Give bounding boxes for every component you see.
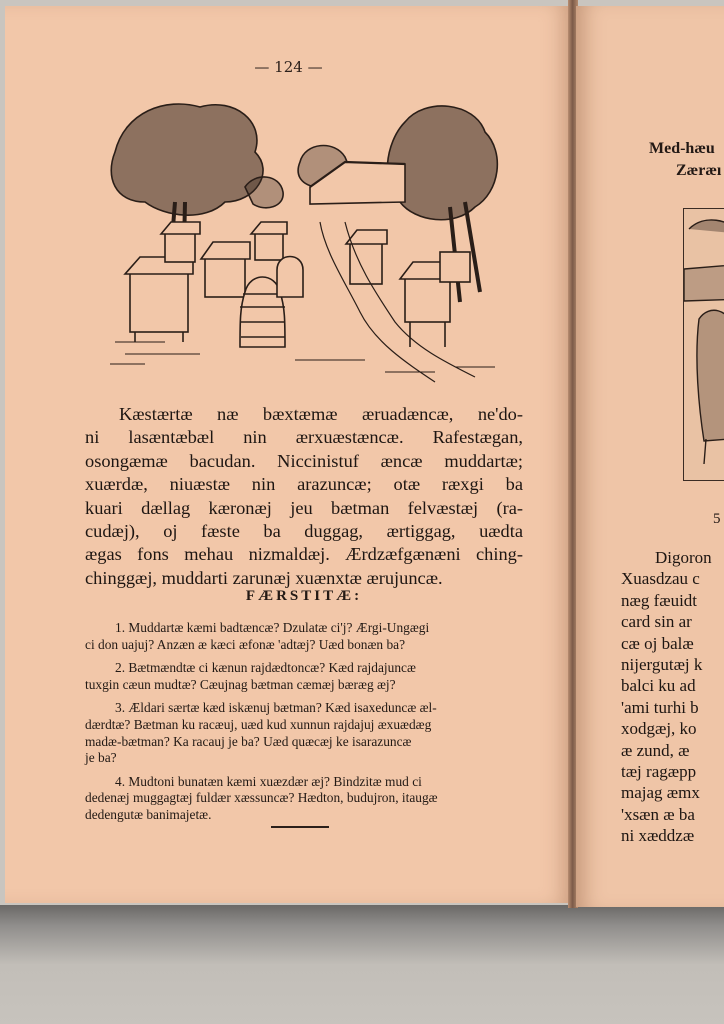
apiary-illustration bbox=[105, 92, 505, 392]
body-line: Kæstærtæ næ bæxtæmæ æruadæncæ, ne'do- bbox=[119, 404, 523, 424]
body-line: cæ oj balæ bbox=[621, 633, 694, 653]
body-line: Digoron bbox=[655, 548, 712, 567]
question-item bbox=[85, 660, 520, 693]
main-paragraph bbox=[85, 403, 523, 590]
body-line: æ zund, æ bbox=[621, 740, 690, 760]
body-line: Xuasdzau c bbox=[621, 569, 700, 589]
body-line: ni xæddzæ bbox=[621, 826, 695, 846]
question-line: 3. Ældari særtæ kæd iskænuj bætman? Kæd isaxeduncæ æl- bbox=[115, 700, 437, 716]
body-line: ni lasæntæbæl nin ærxuæstæncæ. Rafestægan, bbox=[85, 427, 523, 448]
question-line: 2. Bætmændtæ ci kænun rajdædtoncæ? Kæd rajdajuncæ bbox=[115, 660, 416, 676]
question-line: dærdtæ? Bætman ku racæuj, uæd kud xunnun rajdajuj æxuædæg bbox=[85, 716, 432, 732]
body-line: nijergutæj k bbox=[621, 655, 703, 675]
body-line: 'ami turhi b bbox=[621, 697, 699, 717]
question-line: 1. Muddartæ kæmi badtæncæ? Dzulatæ ci'j? Ærgi-Ungægi bbox=[115, 620, 430, 635]
question-item bbox=[85, 774, 520, 824]
body-line: cudæj), oj fæste ba duggag, ærtiggag, uædta bbox=[85, 521, 523, 542]
question-line: 4. Mudtoni bunatæn kæmi xuæzdær æj? Bindzitæ mud ci bbox=[115, 773, 422, 789]
questions-list bbox=[85, 620, 520, 831]
body-line: ægas fons mehau nizmaldæj. Ærdzæfgænæni ching- bbox=[85, 544, 523, 565]
right-illustration bbox=[683, 208, 724, 481]
section-number: 5 bbox=[713, 511, 721, 527]
body-line: 'xsæn æ ba bbox=[621, 804, 695, 824]
body-line: osongæmæ bacudan. Niccinistuf æncæ muddartæ; bbox=[85, 450, 523, 471]
question-item bbox=[85, 620, 520, 653]
left-page bbox=[5, 6, 572, 903]
body-line: majag æmx bbox=[621, 783, 700, 803]
right-title-line: Med-hæu bbox=[649, 140, 715, 157]
body-line: card sin ar bbox=[621, 612, 692, 632]
question-line: je ba? bbox=[85, 750, 117, 766]
question-line: tuxgin cæun mudtæ? Cæujnag bætman cæmæj bæræg æj? bbox=[85, 676, 396, 692]
body-line: chinggæj, muddarti zarunæj xuænxtæ ærujuncæ. bbox=[85, 567, 443, 588]
question-line: madæ-bætman? Ka racauj je ba? Uæd quæcæj ke isarazuncæ bbox=[85, 733, 412, 749]
question-item bbox=[85, 700, 520, 766]
body-line: tæj ragæpp bbox=[621, 762, 697, 782]
questions-heading: FÆRSTITÆ: bbox=[245, 588, 363, 604]
page-number: — 124 — bbox=[254, 58, 323, 76]
body-line: xuærdæ, niuæstæ nin arazuncæ; otæ ræxgi ba bbox=[85, 474, 523, 495]
right-paragraph bbox=[621, 547, 712, 847]
body-line: xodgæj, ko bbox=[621, 719, 697, 739]
scanner-background bbox=[0, 905, 724, 1024]
right-page bbox=[576, 6, 724, 907]
section-divider bbox=[271, 826, 329, 828]
body-line: næg fæuidt bbox=[621, 590, 698, 610]
question-line: dedenæj muggagtæj fuldær xæssuncæ? Hædton, budujron, itaugæ bbox=[85, 790, 438, 806]
body-line: kuari dællag kæronæj jeu bætman felvæstæj (ra- bbox=[85, 497, 523, 518]
question-line: dedengutæ banimajetæ. bbox=[85, 806, 212, 822]
question-line: ci don uajuj? Anzæn æ kæci æfonæ 'adtæj? Uæd bonæn ba? bbox=[85, 636, 406, 652]
right-title-line: Zæræı bbox=[676, 162, 722, 179]
body-line: balci ku ad bbox=[621, 676, 696, 696]
